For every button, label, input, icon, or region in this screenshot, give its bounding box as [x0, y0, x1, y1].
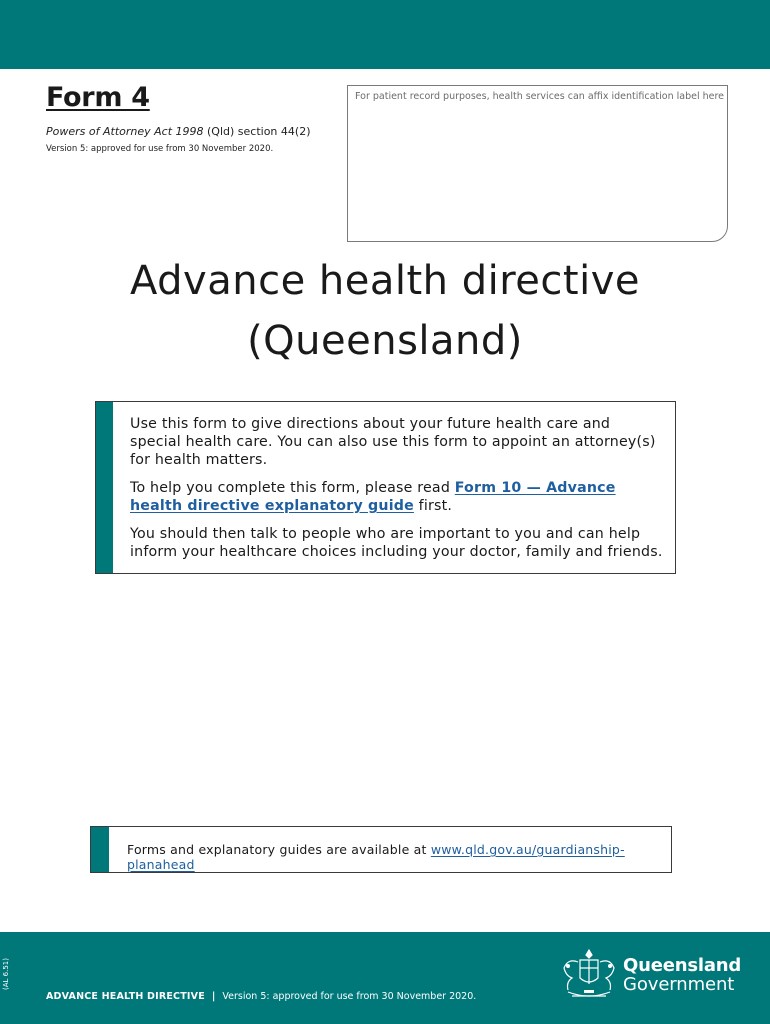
act-section: (Qld) section 44(2) — [203, 125, 311, 138]
logo-queensland: Queensland — [623, 955, 742, 976]
page-title: Advance health directive — [130, 258, 640, 304]
guardianship-link[interactable]: www.qld.gov.au/guardianship-planahead — [127, 842, 625, 872]
intro-p2-tail: first. — [413, 498, 453, 514]
footer-doc-title: ADVANCE HEALTH DIRECTIVE — [46, 991, 205, 1002]
page-subtitle: (Queensland) — [247, 318, 523, 364]
version-note: Version 5: approved for use from 30 November 2020. — [46, 144, 274, 154]
intro-paragraph-3: You should then talk to people who are important to you and can help inform your healthcare choices including your doctor, family and friends. — [130, 526, 663, 560]
explanatory-guide-link[interactable]: Form 10 — Advance health directive explanatory guide — [130, 480, 616, 514]
act-reference — [46, 125, 310, 138]
form-number: Form 4 — [46, 82, 150, 113]
intro-p2-lead: To help you complete this form, please read — [130, 480, 455, 496]
footer-info — [46, 991, 476, 1002]
intro-paragraph-1: Use this form to give directions about your future health care and special health care. You can also use this form to appoint an attorney(s) for health matters. — [130, 416, 656, 468]
availability-lead: Forms and explanatory guides are available at — [127, 842, 431, 857]
form-side-code: (AL 6.51) — [2, 958, 10, 990]
identification-label-area — [347, 85, 728, 242]
logo-government: Government — [623, 974, 735, 995]
act-name: Powers of Attorney Act 1998 — [46, 125, 204, 138]
availability-callout — [90, 826, 672, 873]
label-area-hint: For patient record purposes, health services can affix identification label here — [355, 91, 725, 102]
intro-callout — [95, 401, 676, 574]
intro-paragraph-2 — [130, 479, 665, 515]
top-header-band — [0, 0, 770, 69]
footer-separator: | — [211, 991, 216, 1002]
availability-accent-bar — [91, 827, 109, 872]
queensland-crest-icon — [558, 946, 620, 1002]
footer-version: Version 5: approved for use from 30 November 2020. — [222, 991, 477, 1002]
availability-text — [127, 842, 671, 872]
intro-content — [130, 415, 665, 571]
government-logo-text — [623, 956, 741, 994]
callout-accent-bar — [96, 402, 113, 573]
